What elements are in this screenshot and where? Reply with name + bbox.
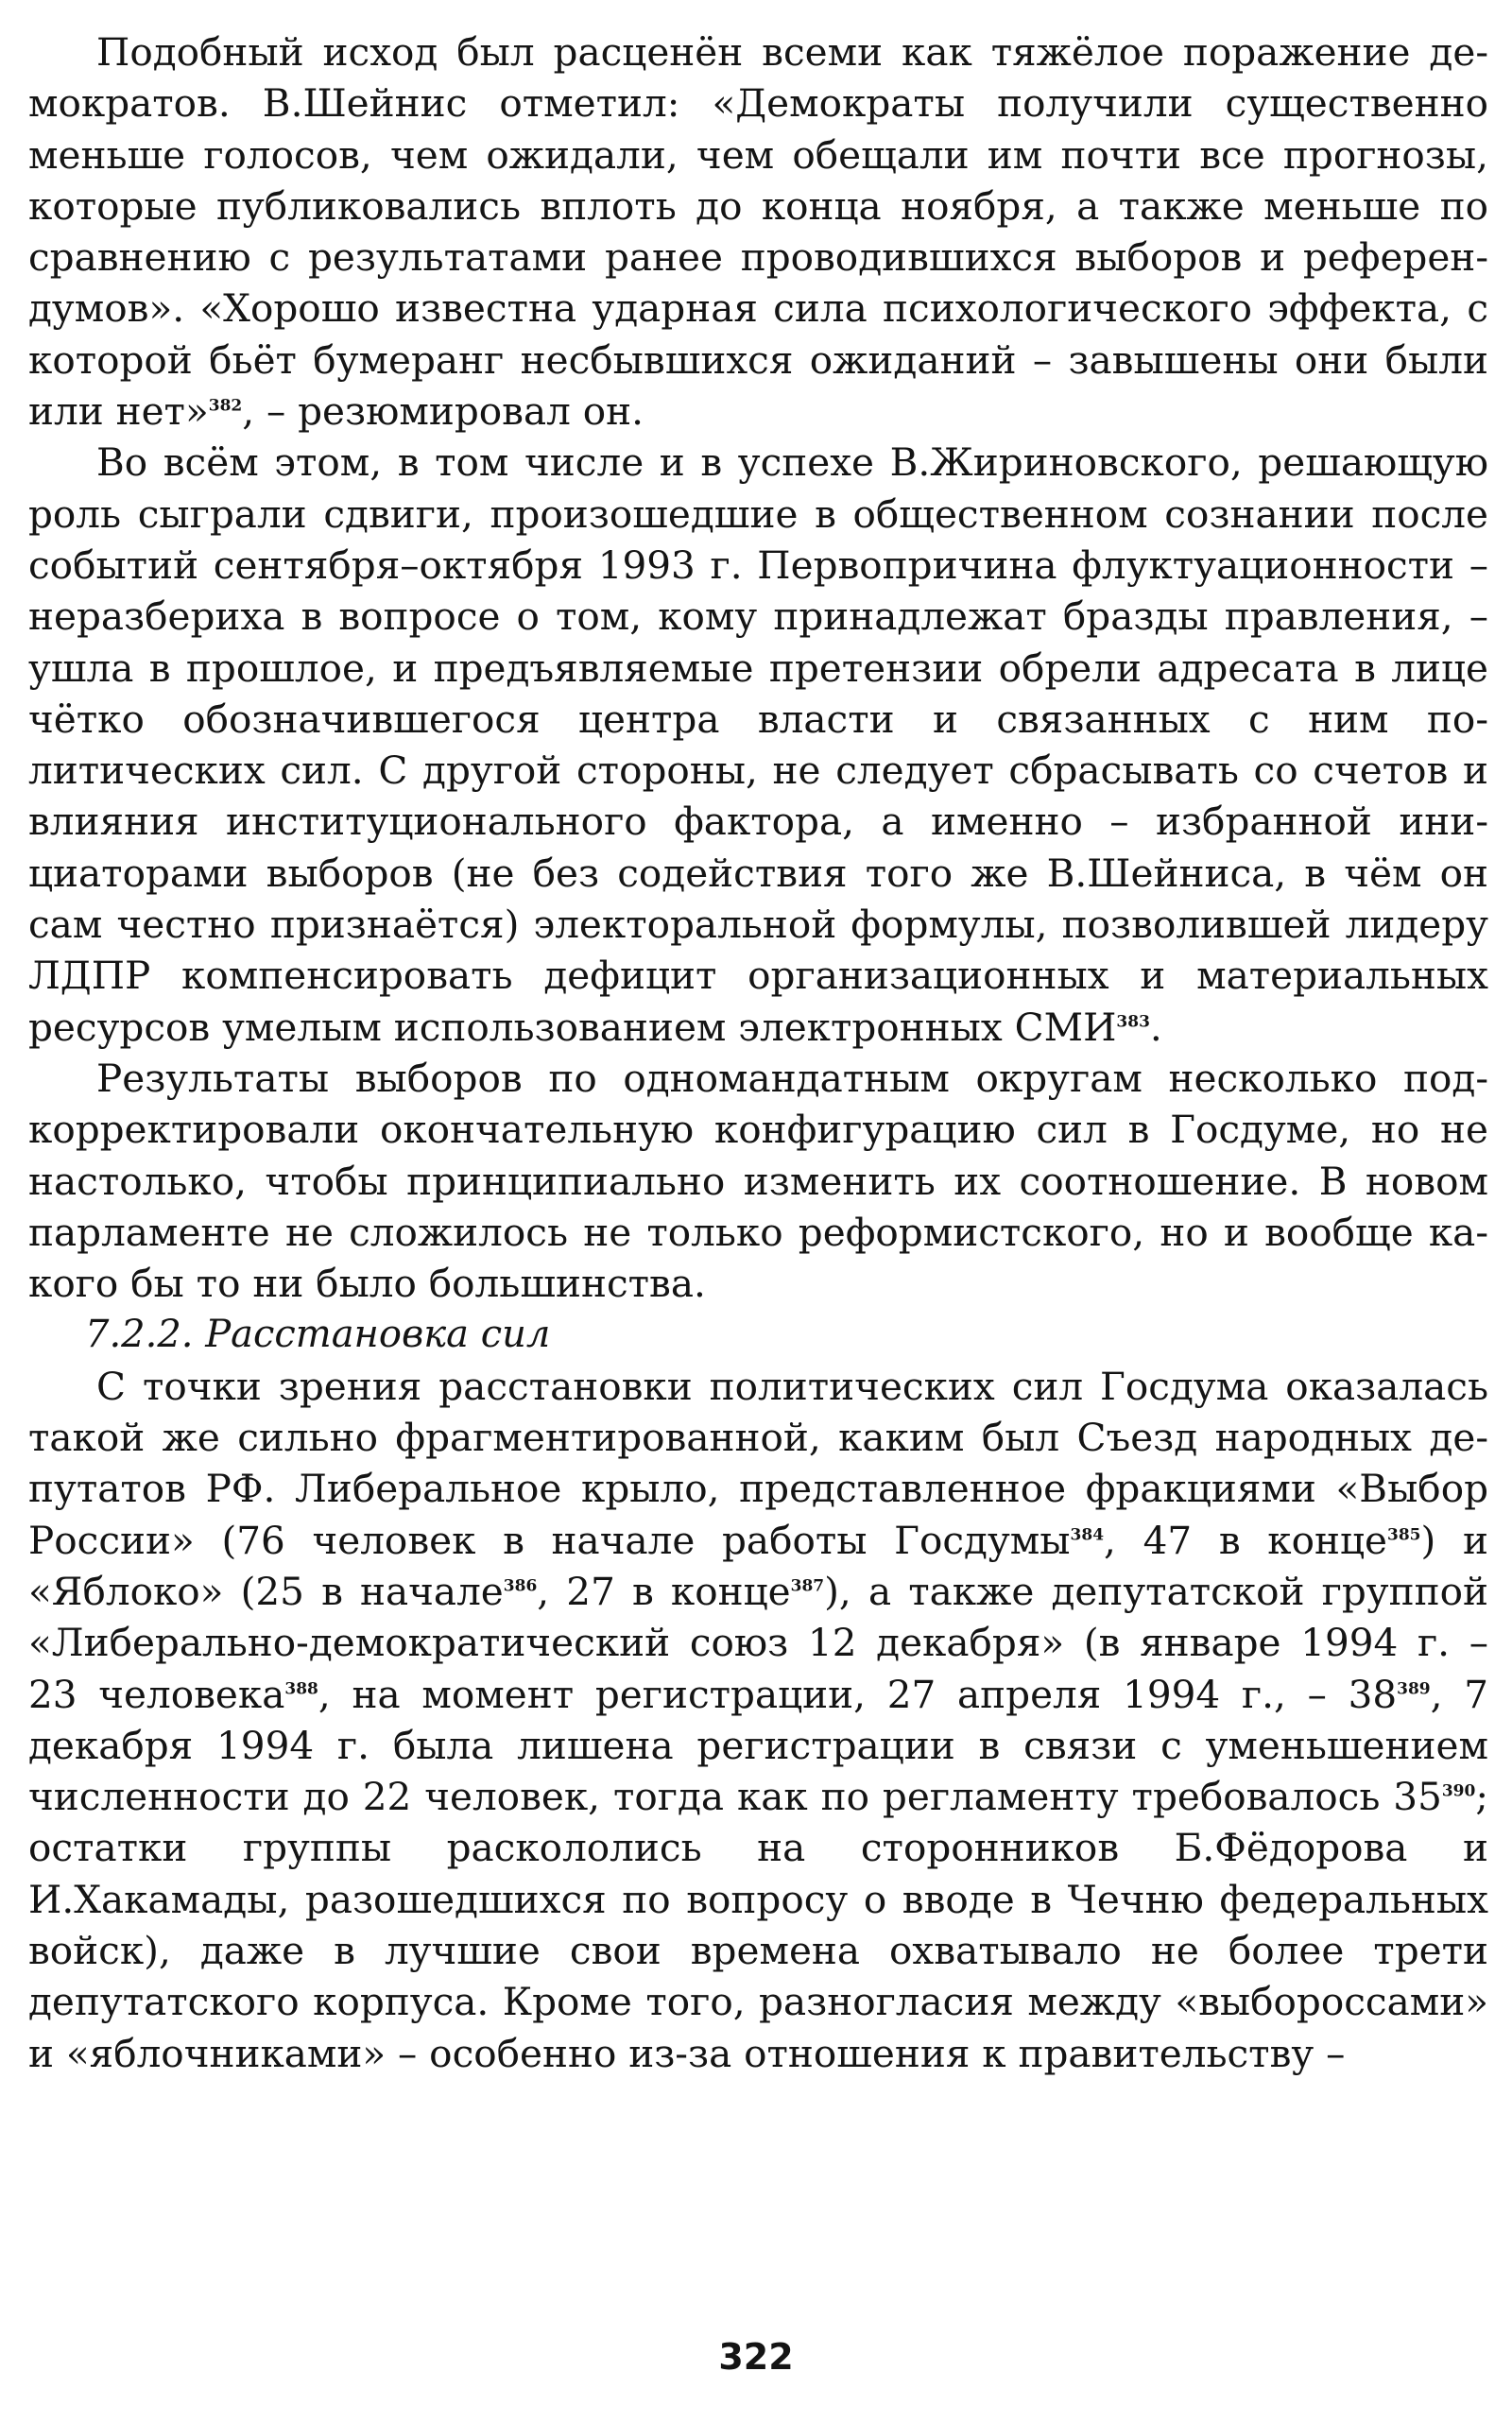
text-run: ; остатки группы раскололись на сторонников Б.Фёдорова и И.Хакамады, разошедшихся по вопросу о вводе в Чечню федеральных войск), даже в лучшие свои времена охватывало не более трети депутатского корпуса. Кроме того, разногласия между «выбороссами» и «яблочниками» – особенно из-за отношения к правительству –: [28, 1774, 1488, 2076]
footnote-ref: 389: [1397, 1679, 1431, 1698]
page-number: 322: [718, 2336, 794, 2378]
body-text: [28, 26, 1488, 2079]
footnote-ref: 388: [284, 1679, 318, 1698]
footnote-ref: 387: [790, 1576, 825, 1596]
text-run: Подобный исход был расценён всеми как тяжёлое поражение демократов. В.Шейнис отметил: «Демократы получили существенно меньше голосов, чем ожидали, чем обещали им почти все прогнозы, которые публиковались вплоть до конца ноября, а также меньше по сравнению с результатами ранее проводившихся выборов и референдумов». «Хорошо известна ударная сила психологического эффекта, с которой бьёт бумеранг несбывшихся ожиданий – завышены они были или нет»: [28, 29, 1488, 435]
paragraph: [28, 26, 1488, 437]
text-run: ) и «Яблоко» (25 в начале: [28, 1517, 1488, 1614]
footnote-ref: 382: [208, 396, 243, 416]
paragraph: [28, 437, 1488, 1053]
text-run: , 47 в конце: [1104, 1517, 1388, 1563]
footnote-ref: 386: [503, 1576, 538, 1596]
text-run: С точки зрения расстановки политических сил Госдума оказалась такой же сильно фрагментированной, каким был Съезд народных депутатов РФ. Либеральное крыло, представленное фракциями «Выбор России» (76 человек в начале работы Госдумы: [28, 1363, 1488, 1563]
footnote-ref: 385: [1387, 1525, 1421, 1545]
section-heading: 7.2.2. Расстановка сил: [85, 1313, 551, 1357]
paragraph: [28, 1053, 1488, 1309]
text-run: Результаты выборов по одномандатным округам несколько подкорректировали окончательную конфигурацию сил в Госдуме, но не настолько, чтобы принципиально изменить их соотношение. В новом парламенте не сложилось не только реформистского, но и вообще какого бы то ни было большинства.: [28, 1055, 1488, 1307]
footnote-ref: 390: [1441, 1781, 1476, 1801]
text-run: , – резюмировал он.: [242, 388, 644, 435]
text-run: ), а также депутатской группой «Либерально-демократический союз 12 декабря» (в январе 1994 г. – 23 человека: [28, 1568, 1488, 1717]
footnote-ref: 383: [1116, 1012, 1150, 1032]
book-page: [28, 26, 1488, 2370]
text-run: .: [1149, 1004, 1162, 1050]
footnote-ref: 384: [1070, 1525, 1105, 1545]
text-run: , на момент регистрации, 27 апреля 1994 г., – 38: [318, 1671, 1398, 1717]
text-run: Во всём этом, в том числе и в успехе В.Жириновского, решающую роль сыграли сдвиги, произошедшие в общественном сознании после событий сентября–октября 1993 г. Первопричина флуктуационности – неразбериха в вопросе о том, кому принадлежат бразды правления, – ушла в прошлое, и предъявляемые претензии обрели адресата в лице чётко обозначившегося центра власти и связанных с ним политических сил. С другой стороны, не следует сбрасывать со счетов и влияния институционального фактора, а именно – избранной инициаторами выборов (не без содействия того же В.Шейниса, в чём он сам честно признаётся) электоральной формулы, позволившей лидеру ЛДПР компенсировать дефицит организационных и материальных ресурсов умелым использованием электронных СМИ: [28, 439, 1488, 1050]
paragraph: [28, 1361, 1488, 2079]
text-run: , 7 декабря 1994 г. была лишена регистрации в связи с уменьшением численности до 22 человек, тогда как по регламенту требовалось 35: [28, 1671, 1489, 1820]
text-run: , 27 в конце: [537, 1568, 791, 1614]
